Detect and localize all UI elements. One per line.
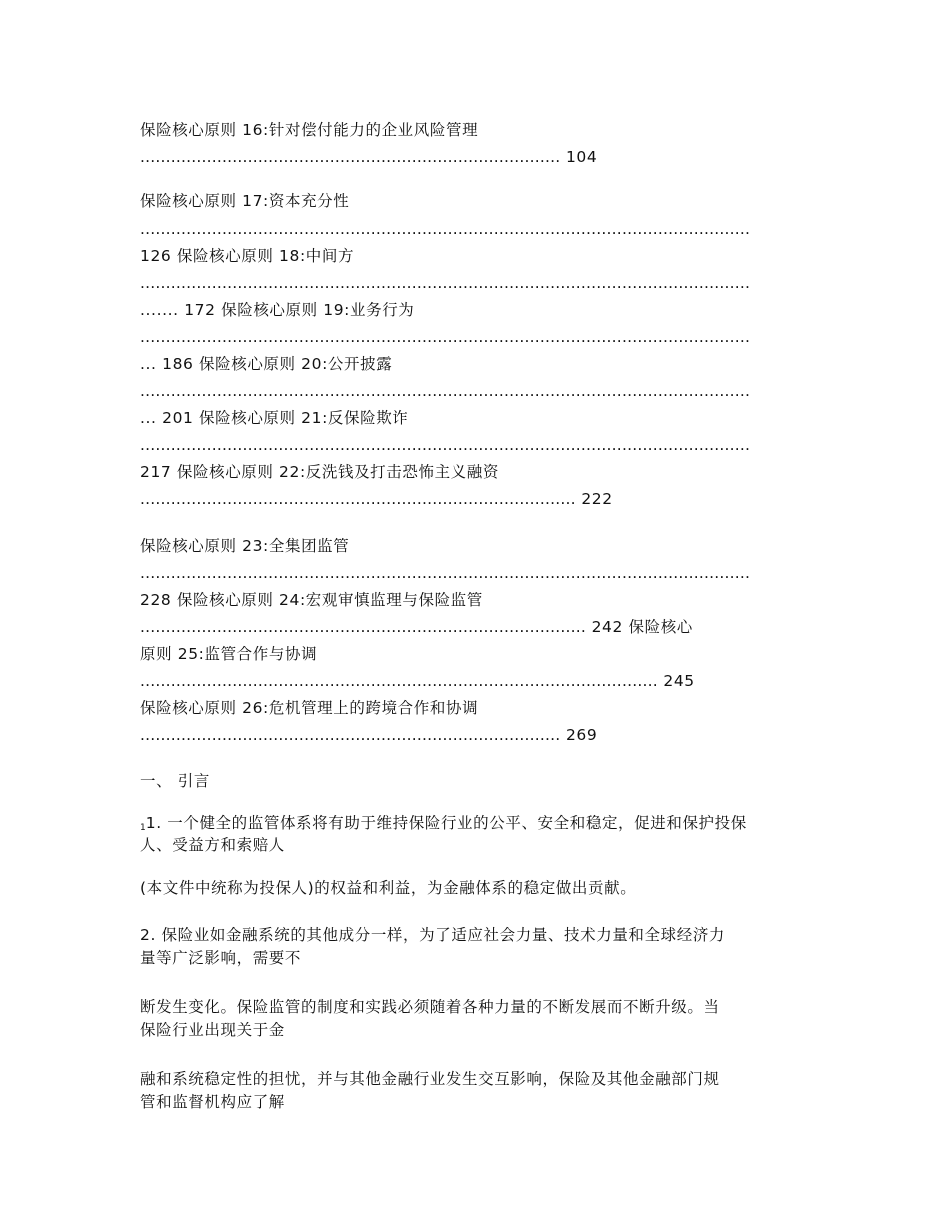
toc-leader-245 <box>140 670 695 692</box>
toc-leader-269 <box>140 724 597 746</box>
toc-leader-104 <box>140 146 597 168</box>
paragraph-5-line-2: 管和监督机构应了解 <box>140 1093 285 1111</box>
paragraph-2: (本文件中统称为投保人)的权益和利益，为金融体系的稳定做出贡献。 <box>140 879 637 897</box>
toc-line-icp19: ....... 172 保险核心原则 19:业务行为 <box>140 301 415 319</box>
toc-line-icp21: ... 201 保险核心原则 21:反保险欺诈 <box>140 409 409 427</box>
footnote-marker: 1 <box>140 823 146 833</box>
toc-page-number: 222 <box>581 490 613 508</box>
toc-leader: ....................................................................................................................... <box>140 436 751 454</box>
paragraph-3-line-2: 量等广泛影响，需要不 <box>140 949 302 967</box>
toc-dots: ..................................................................................... <box>140 490 576 508</box>
toc-leader-242 <box>140 616 693 638</box>
paragraph-5-line-1: 融和系统稳定性的担忧，并与其他金融行业发生交互影响，保险及其他金融部门规 <box>140 1070 720 1088</box>
toc-leader: ....................................................................................................................... <box>140 382 751 400</box>
paragraph-3-line-1: 2. 保险业如金融系统的其他成分一样，为了适应社会力量、技术力量和全球经济力 <box>140 926 726 944</box>
toc-line-icp26: 保险核心原则 26:危机管理上的跨境合作和协调 <box>140 699 479 717</box>
toc-line-icp20: ... 186 保险核心原则 20:公开披露 <box>140 355 393 373</box>
toc-dots: .................................................................................. <box>140 148 561 166</box>
toc-page-number: 104 <box>565 148 598 166</box>
toc-dots: .................................................................................. <box>140 726 561 744</box>
toc-leader-222 <box>140 488 613 510</box>
toc-leader: ....................................................................................................................... <box>140 274 751 292</box>
toc-line-icp16: 保险核心原则 16:针对偿付能力的企业风险管理 <box>140 121 479 139</box>
toc-line-icp24: 228 保险核心原则 24:宏观审慎监理与保险监管 <box>140 591 483 609</box>
paragraph-text: 1. 一个健全的监管体系将有助于维持保险行业的公平、安全和稳定，促进和保护投保 <box>145 814 747 832</box>
toc-dots: ....................................................................................... <box>140 618 587 636</box>
paragraph-4-line-1: 断发生变化。保险监管的制度和实践必须随着各种力量的不断发展而不断升级。当 <box>140 998 720 1016</box>
toc-leader: ....................................................................................................................... <box>140 564 751 582</box>
toc-page-number: 269 <box>565 726 598 744</box>
toc-line-icp22: 217 保险核心原则 22:反洗钱及打击恐怖主义融资 <box>140 463 499 481</box>
toc-line-icp23: 保险核心原则 23:全集团监管 <box>140 537 350 555</box>
toc-leader: ....................................................................................................................... <box>140 220 751 238</box>
toc-line-icp18: 126 保险核心原则 18:中间方 <box>140 247 355 265</box>
paragraph-1-line-1 <box>140 812 747 834</box>
paragraph-1-line-2: 人、受益方和索赔人 <box>140 836 285 854</box>
toc-page-number: 245 <box>663 672 695 690</box>
toc-line-icp25: 原则 25:监管合作与协调 <box>140 645 318 663</box>
toc-dots: ..................................................................................................... <box>140 672 658 690</box>
toc-leader: ....................................................................................................................... <box>140 328 751 346</box>
paragraph-4-line-2: 保险行业出现关于金 <box>140 1021 285 1039</box>
toc-line-icp17: 保险核心原则 17:资本充分性 <box>140 192 350 210</box>
section-heading: 一、 引言 <box>140 772 210 790</box>
toc-page-number: 242 保险核心 <box>591 618 693 636</box>
